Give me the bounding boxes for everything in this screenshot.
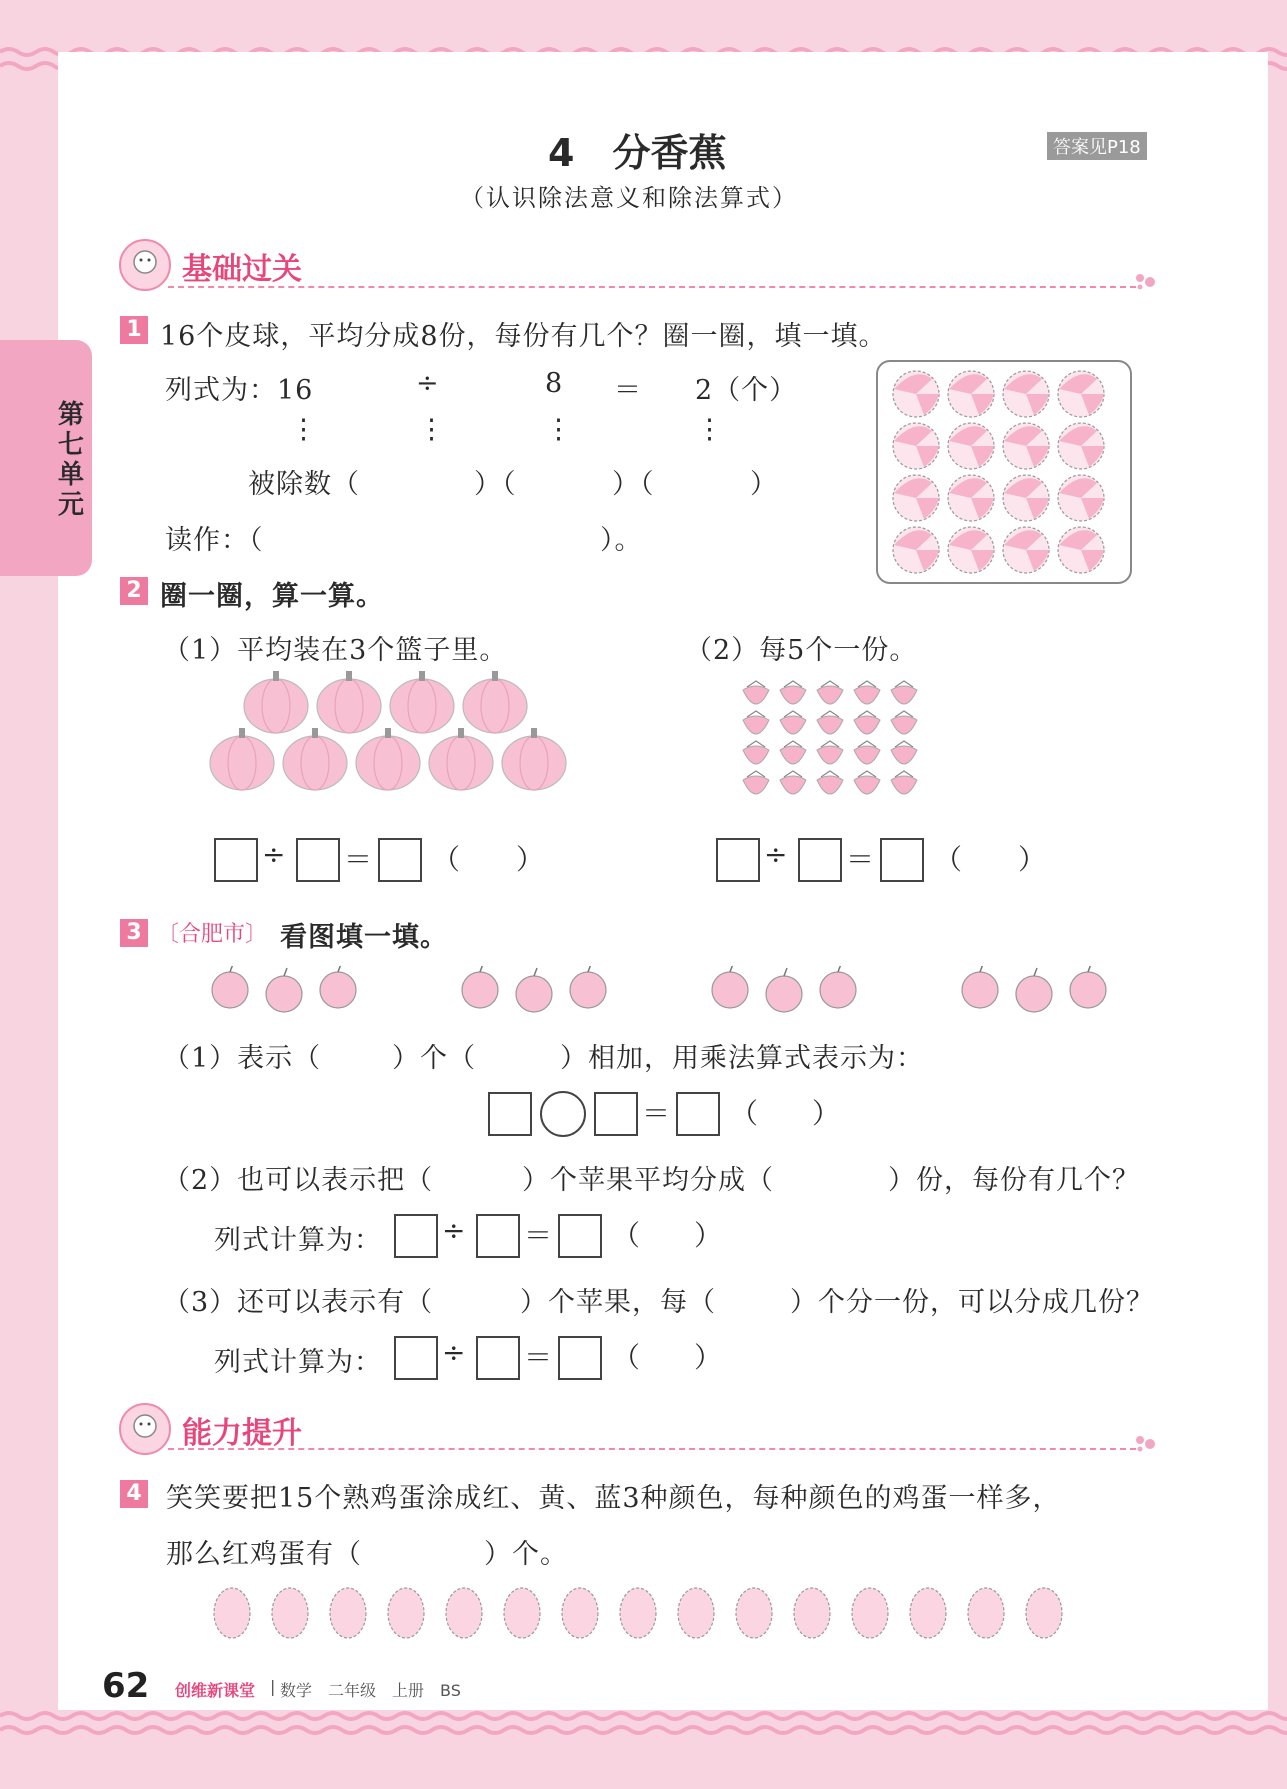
q1-dots: ⋮ xyxy=(418,414,446,445)
q3-p3-quotient-box[interactable] xyxy=(558,1336,602,1380)
pumpkin-icon xyxy=(317,679,381,733)
apple-icon xyxy=(266,976,302,1012)
q4-line2-end: ）个。 xyxy=(484,1539,568,1570)
q2b-divisor-box[interactable] xyxy=(798,838,842,882)
q2b-dividend-box[interactable] xyxy=(716,838,760,882)
q3-p2-mid: ）个苹果平均分成（ xyxy=(522,1165,774,1196)
strawberry-icon xyxy=(854,776,880,794)
question-number-4: 4 xyxy=(120,1480,148,1508)
apple-stem xyxy=(980,966,983,972)
pumpkin-stem xyxy=(419,671,425,681)
apple-stem xyxy=(534,968,537,976)
strawberry-icon xyxy=(743,716,769,734)
q3-mult-factor1-box[interactable] xyxy=(488,1092,532,1136)
pumpkin-icon xyxy=(210,736,274,790)
q1-dots: ⋮ xyxy=(290,414,318,445)
pumpkin-stem xyxy=(492,671,498,681)
strawberry-icon xyxy=(817,716,843,734)
section-advanced-divider xyxy=(168,1448,1136,1450)
q1-read-label: 读作：（ xyxy=(165,525,264,556)
egg-icon xyxy=(272,1588,308,1638)
q2-prompt: 圈一圈，算一算。 xyxy=(160,581,384,612)
balls-image xyxy=(878,362,1130,582)
strawberry-icon xyxy=(891,746,917,764)
q1-divide-sign: ÷ xyxy=(416,368,440,399)
pumpkin-stem xyxy=(458,728,464,738)
q3-p3-divisor-box[interactable] xyxy=(476,1336,520,1380)
egg-icon xyxy=(910,1588,946,1638)
apple-icon xyxy=(962,972,998,1008)
q1-dots: ⋮ xyxy=(696,414,724,445)
footer-brand: 创维新课堂 xyxy=(175,1681,256,1700)
q1-blank-end[interactable]: ） xyxy=(750,469,778,500)
q3-p3-end: ）个分一份，可以分成几份？ xyxy=(790,1287,1154,1318)
q3-p3-equals: ＝ xyxy=(524,1341,553,1374)
q3-p2-unit-open: （ xyxy=(612,1219,641,1252)
q3-operator-circle[interactable] xyxy=(540,1091,586,1137)
egg-icon xyxy=(388,1588,424,1638)
question-number-2: 2 xyxy=(120,577,148,605)
q1-divisor: 8 xyxy=(545,368,564,399)
q2a-divisor-box[interactable] xyxy=(296,838,340,882)
q2b-equals-sign: ＝ xyxy=(846,843,875,876)
pumpkin-icon xyxy=(356,736,420,790)
strawberry-icon xyxy=(854,716,880,734)
q3-p2-unit-close: ） xyxy=(694,1219,723,1252)
egg-icon xyxy=(446,1588,482,1638)
strawberry-icon xyxy=(854,746,880,764)
apple-icon xyxy=(462,972,498,1008)
q1-dividend-label: 被除数（ xyxy=(248,469,360,500)
pumpkin-stem xyxy=(385,728,391,738)
apple-icon xyxy=(212,972,248,1008)
dots-decoration-icon xyxy=(1134,272,1160,290)
q3-p3-calc-label: 列式计算为： xyxy=(214,1347,382,1378)
q3-p2-start: （2）也可以表示把（ xyxy=(163,1165,434,1196)
q3-mult-equals: ＝ xyxy=(642,1097,671,1130)
apple-stem xyxy=(1088,966,1091,972)
unit-side-label: 第七单元 xyxy=(57,400,84,520)
section-basic-title: 基础过关 xyxy=(182,252,302,287)
apple-stem xyxy=(1034,968,1037,976)
egg-icon xyxy=(736,1588,772,1638)
page-number: 62 xyxy=(102,1666,150,1706)
egg-icon xyxy=(678,1588,714,1638)
q1-dots: ⋮ xyxy=(545,414,573,445)
strawberry-icon xyxy=(891,686,917,704)
q3-p3-dividend-box[interactable] xyxy=(394,1336,438,1380)
apple-stem xyxy=(588,966,591,972)
q3-p2-equals: ＝ xyxy=(524,1219,553,1252)
pumpkin-icon xyxy=(502,736,566,790)
q2a-unit-open: （ xyxy=(432,843,461,876)
q2b-unit-close: ） xyxy=(1018,843,1047,876)
q2a-quotient-box[interactable] xyxy=(378,838,422,882)
strawberry-icon xyxy=(817,686,843,704)
pumpkin-stem xyxy=(273,671,279,681)
dots-decoration-icon xyxy=(1134,1434,1160,1452)
q3-p1-mid: ）个（ xyxy=(392,1043,476,1074)
mascot-icon xyxy=(118,1402,172,1456)
q3-mult-factor2-box[interactable] xyxy=(594,1092,638,1136)
q1-read-end: ）。 xyxy=(600,525,643,556)
section-basic-divider xyxy=(168,286,1136,288)
egg-icon xyxy=(794,1588,830,1638)
q1-blank-divider[interactable]: ）（ xyxy=(612,469,655,500)
egg-icon xyxy=(562,1588,598,1638)
ball-picture-frame xyxy=(876,360,1132,584)
pumpkin-icon xyxy=(463,679,527,733)
apple-icon xyxy=(570,972,606,1008)
egg-icon xyxy=(330,1588,366,1638)
pumpkin-icon xyxy=(244,679,308,733)
q4-line2-start: 那么红鸡蛋有（ xyxy=(166,1539,362,1570)
apple-stem xyxy=(730,966,733,972)
strawberry-icon xyxy=(891,776,917,794)
apple-stem xyxy=(284,968,287,976)
apple-icon xyxy=(320,972,356,1008)
q2b-divide-sign: ÷ xyxy=(764,838,788,871)
pumpkin-icon xyxy=(429,736,493,790)
q3-p2-quotient-box[interactable] xyxy=(558,1214,602,1258)
q1-equals-sign: ＝ xyxy=(614,375,642,406)
apple-stem xyxy=(784,968,787,976)
strawberry-icon xyxy=(854,686,880,704)
q4-line1: 笑笑要把15个熟鸡蛋涂成红、黄、蓝3种颜色，每种颜色的鸡蛋一样多， xyxy=(166,1483,1061,1514)
pumpkin-stem xyxy=(531,728,537,738)
egg-icon xyxy=(968,1588,1004,1638)
q2-part2-label: （2）每5个一份。 xyxy=(685,635,918,666)
q3-p1-end: ）相加，用乘法算式表示为： xyxy=(560,1043,924,1074)
apples-image xyxy=(200,966,1120,1016)
section-advanced-title: 能力提升 xyxy=(182,1416,302,1451)
egg-icon xyxy=(620,1588,656,1638)
footer-separator: | xyxy=(270,1677,276,1696)
strawberry-icon xyxy=(780,686,806,704)
q3-p3-divide: ÷ xyxy=(442,1336,466,1369)
strawberry-icon xyxy=(743,686,769,704)
apple-icon xyxy=(1016,976,1052,1012)
page-title: 4 分香蕉 xyxy=(548,131,727,175)
egg-icon xyxy=(1026,1588,1062,1638)
apple-icon xyxy=(516,976,552,1012)
strawberry-icon xyxy=(891,716,917,734)
q3-p2-calc-label: 列式计算为： xyxy=(214,1225,382,1256)
apple-stem xyxy=(838,966,841,972)
q1-blank-divider[interactable]: ）（ xyxy=(474,469,517,500)
q2a-dividend-box[interactable] xyxy=(214,838,258,882)
q3-prompt: 看图填一填。 xyxy=(280,922,448,953)
answer-reference-badge: 答案见P18 xyxy=(1047,132,1147,160)
pumpkin-stem xyxy=(239,728,245,738)
mascot-icon xyxy=(118,238,172,292)
q3-p2-dividend-box[interactable] xyxy=(394,1214,438,1258)
q3-p2-end: ）份，每份有几个？ xyxy=(888,1165,1140,1196)
egg-icon xyxy=(852,1588,888,1638)
strawberry-icon xyxy=(817,776,843,794)
q3-mult-unit-close: ） xyxy=(812,1097,841,1130)
apple-icon xyxy=(712,972,748,1008)
egg-icon xyxy=(214,1588,250,1638)
pumpkin-stem xyxy=(346,671,352,681)
pumpkin-icon xyxy=(283,736,347,790)
pumpkin-stem xyxy=(312,728,318,738)
q2b-unit-open: （ xyxy=(934,843,963,876)
apple-icon xyxy=(766,976,802,1012)
q3-p3-unit-close: ） xyxy=(694,1341,723,1374)
strawberry-icon xyxy=(780,776,806,794)
eggs-image xyxy=(210,1580,1090,1646)
q3-mult-result-box[interactable] xyxy=(676,1092,720,1136)
q1-expression-label: 列式为：16 xyxy=(165,375,314,406)
strawberry-icon xyxy=(780,746,806,764)
apple-stem xyxy=(480,966,483,972)
q2-part1-label: （1）平均装在3个篮子里。 xyxy=(163,635,508,666)
apple-icon xyxy=(820,972,856,1008)
q3-p3-start: （3）还可以表示有（ xyxy=(163,1287,434,1318)
q3-mult-unit-open: （ xyxy=(730,1097,759,1130)
q3-p3-mid: ）个苹果，每（ xyxy=(520,1287,716,1318)
question-number-1: 1 xyxy=(120,316,148,344)
footer-info: 数学 二年级 上册 BS xyxy=(280,1681,461,1700)
q3-p2-divide: ÷ xyxy=(442,1214,466,1247)
q2a-divide-sign: ÷ xyxy=(262,838,286,871)
pumpkin-icon xyxy=(390,679,454,733)
q1-prompt: 16个皮球，平均分成8份，每份有几个？圈一圈，填一填。 xyxy=(160,321,887,352)
strawberry-icon xyxy=(743,776,769,794)
q3-p1-start: （1）表示（ xyxy=(163,1043,322,1074)
q3-p3-unit-open: （ xyxy=(612,1341,641,1374)
apple-icon xyxy=(1070,972,1106,1008)
pumpkins-image xyxy=(200,668,580,798)
q2a-unit-close: ） xyxy=(516,843,545,876)
strawberry-icon xyxy=(817,746,843,764)
strawberries-image xyxy=(736,676,936,812)
question-number-3: 3 xyxy=(120,919,148,947)
strawberry-icon xyxy=(743,746,769,764)
q2a-equals-sign: ＝ xyxy=(344,843,373,876)
apple-stem xyxy=(230,966,233,972)
q2b-quotient-box[interactable] xyxy=(880,838,924,882)
egg-icon xyxy=(504,1588,540,1638)
apple-stem xyxy=(338,966,341,972)
strawberry-icon xyxy=(780,716,806,734)
q1-result: 2（个） xyxy=(695,375,798,406)
q3-region-tag: 〔合肥市〕 xyxy=(157,922,268,947)
page-subtitle: （认识除法意义和除法算式） xyxy=(460,184,798,212)
q3-p2-divisor-box[interactable] xyxy=(476,1214,520,1258)
